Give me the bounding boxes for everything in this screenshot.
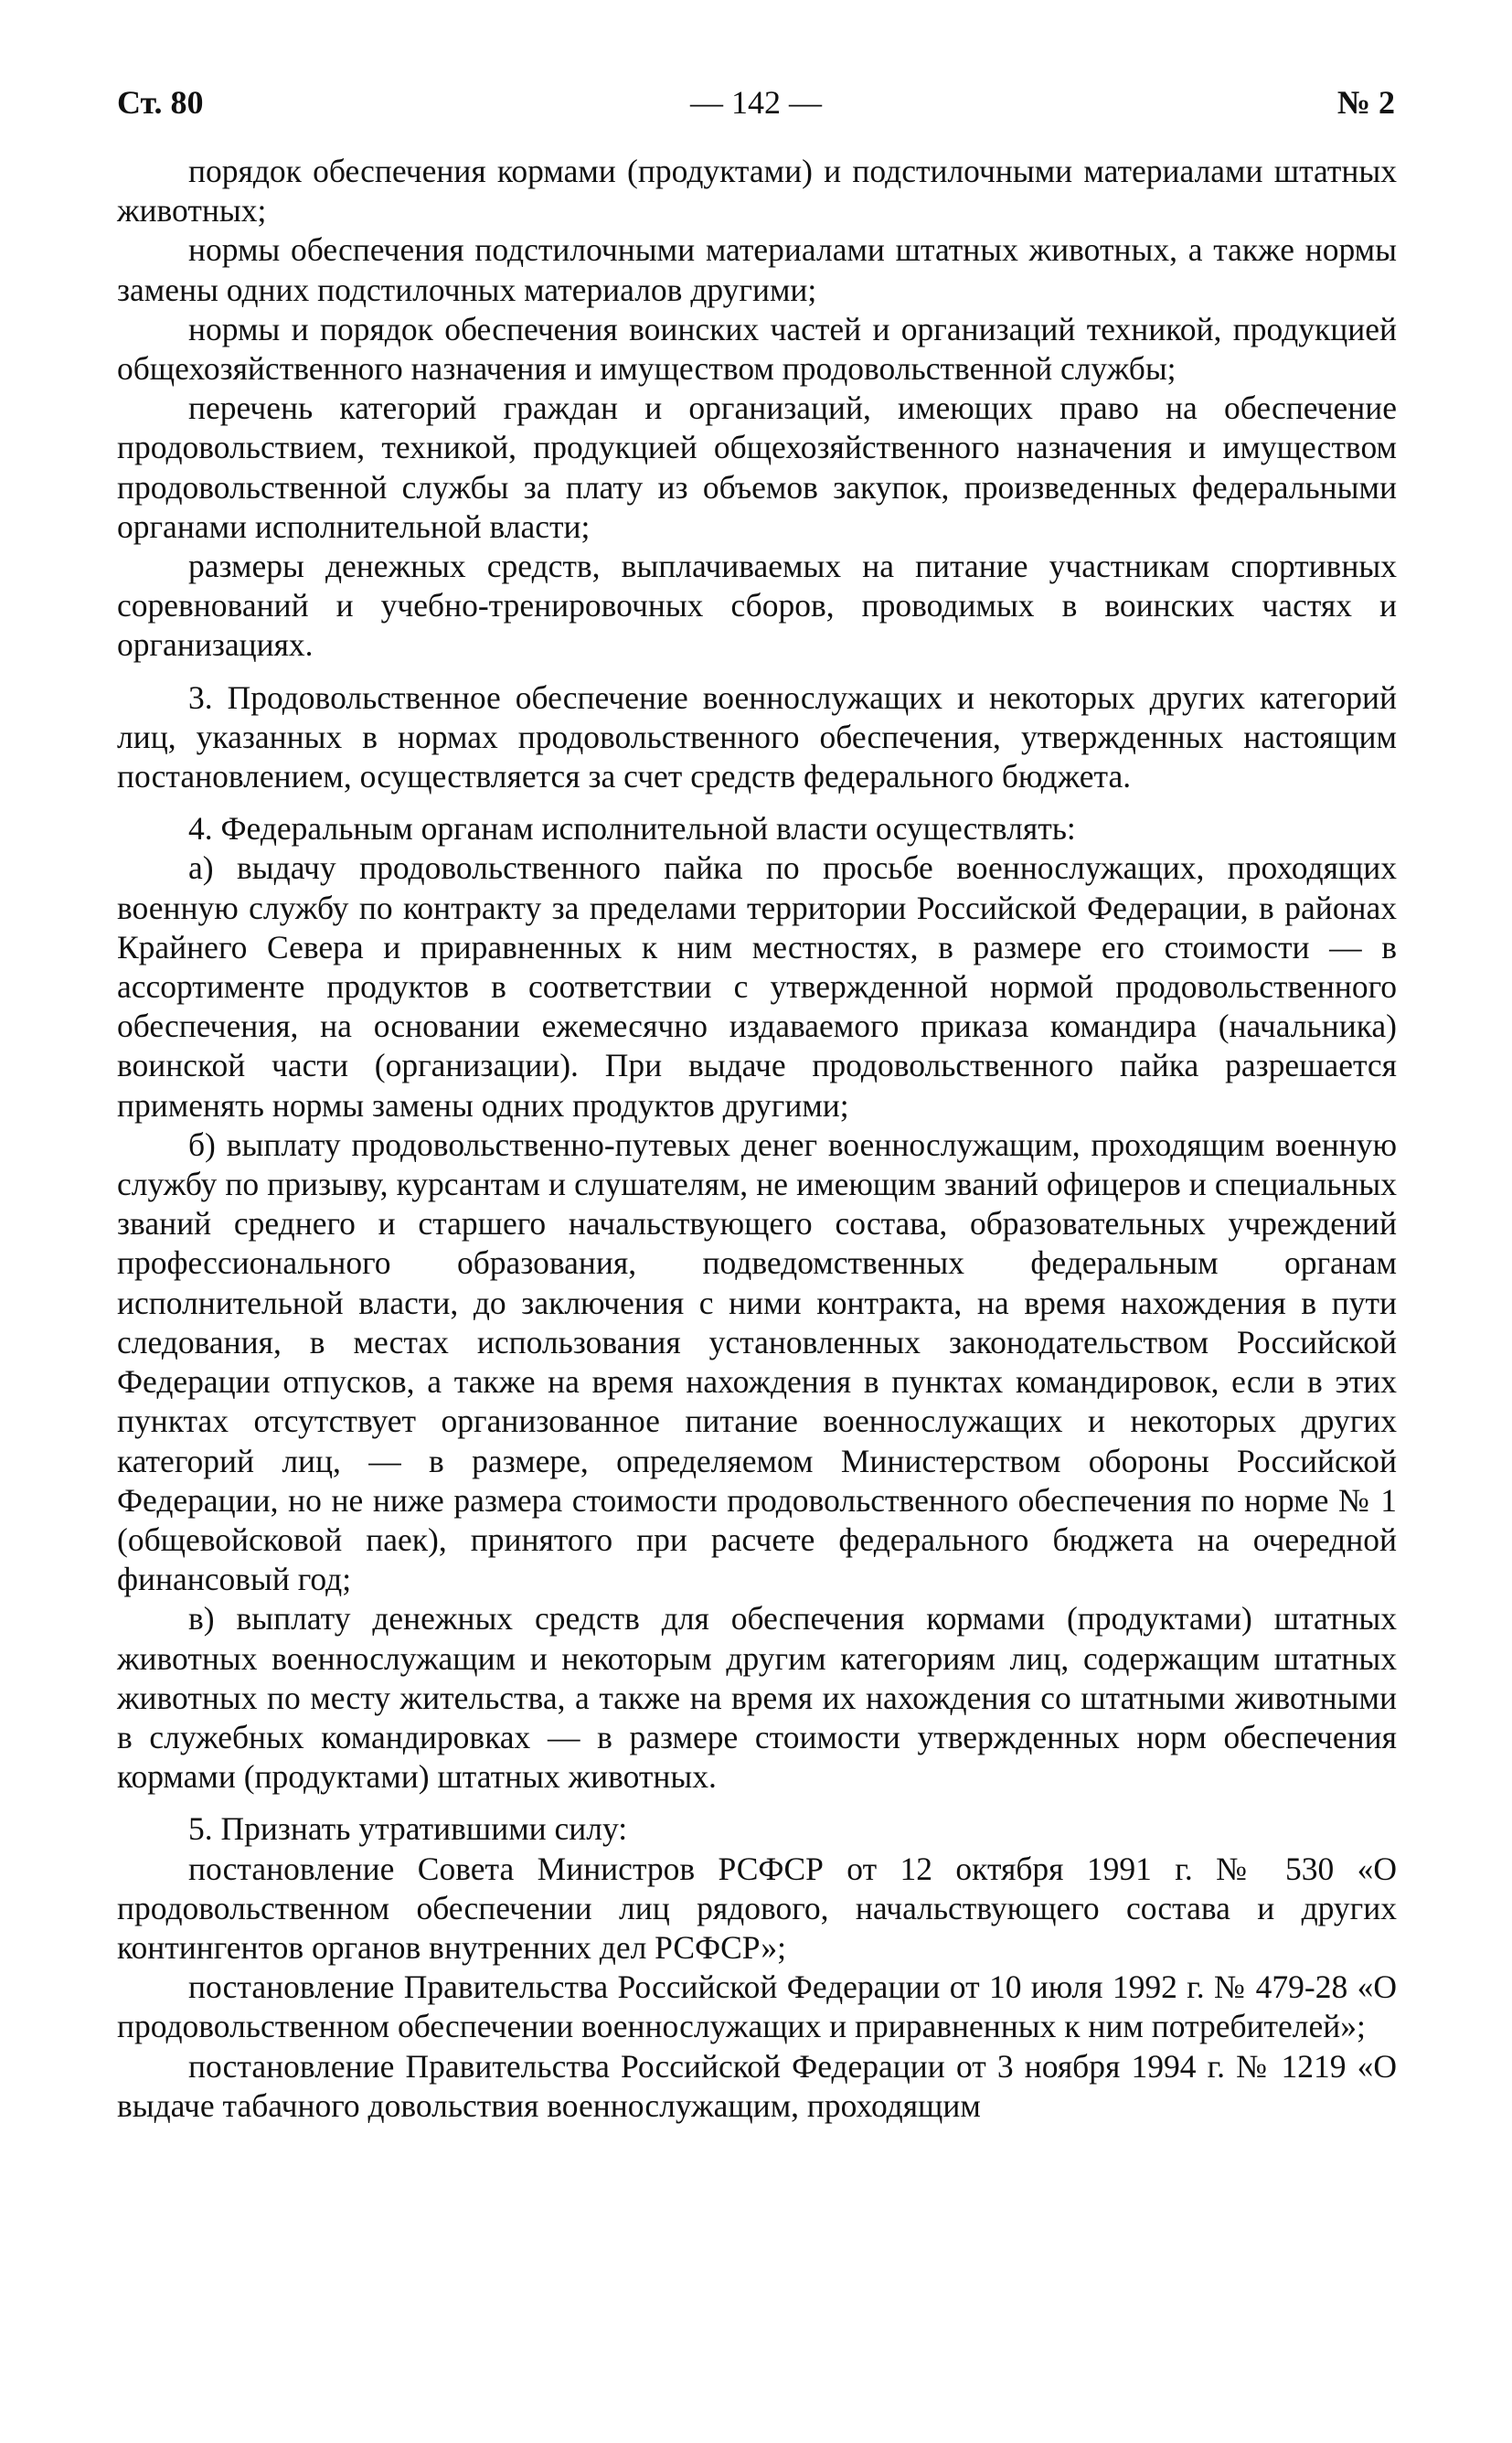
- paragraph: постановление Совета Министров РСФСР от 12 октября 1991 г. № 530 «О продовольственном обеспечении лиц рядового, начальствующего состава и других контингентов органов внутренних дел РСФСР»;: [117, 1850, 1397, 1966]
- paragraph: постановление Правительства Российской Федерации от 3 ноября 1994 г. № 1219 «О выдаче табачного довольствия военнослужащим, проходящим: [117, 2047, 1397, 2124]
- paragraph: нормы и порядок обеспечения воинских частей и организаций техникой, продукцией общехозяйственного назначения и имуществом продовольственной службы;: [117, 310, 1397, 388]
- paragraph: нормы обеспечения подстилочными материалами штатных животных, а также нормы замены одних подстилочных материалов другими;: [117, 231, 1397, 308]
- paragraph: размеры денежных средств, выплачиваемых на питание участникам спортивных соревнований и учебно-тренировочных сборов, проводимых в воинских частях и организациях.: [117, 548, 1397, 664]
- page-number: — 142 —: [690, 84, 822, 121]
- paragraph-subitem-b: б) выплату продовольственно-путевых денег военнослужащим, проходящим военную службу по призыву, курсантам и слушателям, не имеющим званий офицеров и специальных званий среднего и старшего начальствующего состава, образовательных учреждений профессионального образования, подведомственных федеральным органам исполнительной власти, до заключения с ними контракта, на время нахождения в пути следования, в местах использования установленных законодательством Российской Федерации отпусков, а также на время нахождения в пунктах командировок, если в этих пунктах отсутствует организованное питание военнослужащих и некоторых других категорий лиц, — в размере, определяемом Министерством обороны Российской Федерации, но не ниже размера стоимости продовольственного обеспечения по норме № 1 (общевойсковой паек), принятого при расчете федерального бюджета на очередной финансовый год;: [117, 1125, 1397, 1598]
- issue-number: № 2: [1336, 84, 1395, 121]
- paragraph-item-5: 5. Признать утратившими силу:: [188, 1810, 628, 1848]
- paragraph: постановление Правительства Российской Федерации от 10 июля 1992 г. № 479-28 «О продовольственном обеспечении военнослужащих и приравненных к ним потребителей»;: [117, 1968, 1397, 2045]
- page-header: [117, 79, 1395, 126]
- paragraph-item-4: 4. Федеральным органам исполнительной власти осуществлять:: [188, 810, 1076, 848]
- paragraph: перечень категорий граждан и организаций, имеющих право на обеспечение продовольствием, техникой, продукцией общехозяйственного назначения и имуществом продовольственной службы за плату из объемов закупок, произведенных федеральными органами исполнительной власти;: [117, 389, 1397, 545]
- paragraph-item-3: 3. Продовольственное обеспечение военнослужащих и некоторых других категорий лиц, указанных в нормах продовольственного обеспечения, утвержденных настоящим постановлением, осуществляется за счет средств федерального бюджета.: [117, 678, 1397, 795]
- article-number: Ст. 80: [117, 84, 204, 121]
- paragraph-subitem-a: а) выдачу продовольственного пайка по просьбе военнослужащих, проходящих военную службу по контракту за пределами территории Российской Федерации, в районах Крайнего Севера и приравненных к ним местностях, в размере его стоимости — в ассортименте продуктов в соответствии с утвержденной нормой продовольственного обеспечения, на основании ежемесячно издаваемого приказа командира (начальника) воинской части (организации). При выдаче продовольственного пайка разрешается применять нормы замены одних продуктов другими;: [117, 849, 1397, 1124]
- paragraph-subitem-v: в) выплату денежных средств для обеспечения кормами (продуктами) штатных животных военнослужащим и некоторым другим категориям лиц, содержащим штатных животных по месту жительства, а также на время их нахождения со штатными животными в служебных командировках — в размере стоимости утвержденных норм обеспечения кормами (продуктами) штатных животных.: [117, 1600, 1397, 1796]
- paragraph: порядок обеспечения кормами (продуктами) и подстилочными материалами штатных животных;: [117, 153, 1397, 229]
- document-body: [117, 152, 1397, 2126]
